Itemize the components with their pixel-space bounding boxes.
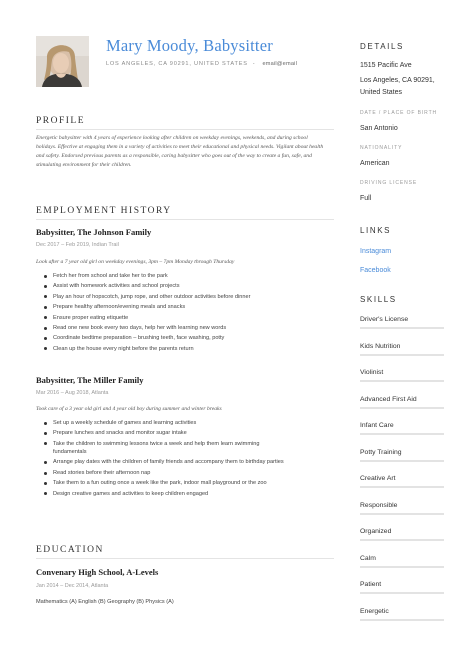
skill-item [360,449,444,462]
job-description: Look after a 7 year old girl on weekday evenings, 3pm – 7pm Monday through Thursday [36,259,235,265]
skill-bar [360,592,444,594]
skill-name: Creative Art [360,475,396,482]
license-value: Full [360,195,372,202]
skill-item [360,528,444,541]
job-bullets [44,272,329,355]
list-item: Ensure proper eating etiquette [44,314,329,322]
job-meta: Mar 2016 – Aug 2018, Atlanta [36,390,109,396]
skill-bar [360,407,444,409]
list-item: Coordinate bedtime preparation – brushing teeth, face washing, potty [44,334,329,342]
links-heading: LINKS [360,226,392,235]
list-item: Design creative games and activities to keep children engaged [44,490,329,498]
list-item: Arrange play dates with the children of family friends and accompany them to birthday parties [44,458,309,466]
details-heading: DETAILS [360,42,404,51]
skill-name: Patient [360,581,382,588]
job-title: Babysitter, The Johnson Family [36,227,152,237]
list-item: Assist with homework activities and school projects [44,282,329,290]
skill-item [360,316,444,329]
skill-item [360,369,444,382]
skill-name: Responsible [360,502,398,509]
skill-bar [360,486,444,488]
list-item: Play an hour of hopscotch, jump rope, and other outdoor activities before dinner [44,293,329,301]
profile-divider [36,129,334,130]
email-link[interactable]: email@email [262,61,298,67]
skill-bar [360,513,444,515]
skill-name: Calm [360,555,376,562]
skill-bar [360,433,444,435]
address-line-2: Los Angeles, CA 90291, United States [360,77,435,96]
skill-item [360,475,444,488]
list-item: Read one new book every two days, help her with learning new words [44,324,329,332]
skill-item [360,581,444,594]
job-meta: Dec 2017 – Feb 2019, Indian Trail [36,242,119,248]
contact-line [106,61,297,67]
skill-name: Organized [360,528,392,535]
skill-name: Driver's License [360,316,409,323]
list-item: Read stories before their afternoon nap [44,469,329,477]
education-title: Convenary High School, A-Levels [36,567,159,577]
skill-item [360,422,444,435]
skill-name: Potty Training [360,449,402,456]
skill-item [360,608,444,621]
birth-value: San Antonio [360,125,398,132]
skill-bar [360,539,444,541]
skill-item [360,396,444,409]
candidate-name: Mary Moody, Babysitter [106,36,273,55]
skill-name: Infant Care [360,422,394,429]
skill-bar [360,327,444,329]
list-item: Take the children to swimming lessons twice a week and help them learn swimming fundamentals [44,440,294,457]
job-description: Took care of a 3 year old girl and 4 year old boy during summer and winter breaks [36,406,222,412]
skill-bar [360,460,444,462]
education-meta: Jan 2014 – Dec 2014, Atlanta [36,583,109,589]
separator: - [252,61,256,67]
profile-text: Energetic babysitter with 4 years of experience looking after children on weekday evenings, weekends, and during school holidays. Effective at engaging them in a variety of activities to meet their educational and physical needs. Vigilant about health and safety. Endorsed previous parents as a responsible, caring babysitter who goes out of the way to create a fun, safe, and stimulating environment for their children. [36,135,324,168]
license-label: DRIVING LICENSE [360,180,418,186]
job-title: Babysitter, The Miller Family [36,375,144,385]
list-item: Take them to a fun outing once a week like the park, indoor mall playground or the zoo [44,479,329,487]
skill-bar [360,566,444,568]
skill-item [360,555,444,568]
list-item: Prepare lunches and snacks and monitor sugar intake [44,429,329,437]
list-item: Fetch her from school and take her to the park [44,272,329,280]
nationality-label: NATIONALITY [360,145,403,151]
skill-name: Advanced First Aid [360,396,417,403]
profile-photo [36,36,89,87]
employment-heading: EMPLOYMENT HISTORY [36,206,172,216]
birth-label: DATE / PLACE OF BIRTH [360,110,438,116]
skills-heading: SKILLS [360,295,397,304]
skill-name: Violinist [360,369,384,376]
skill-bar [360,354,444,356]
education-divider [36,558,334,559]
skill-bar [360,380,444,382]
skill-item [360,343,444,356]
skill-bar [360,619,444,621]
education-heading: EDUCATION [36,545,104,555]
skill-name: Kids Nutrition [360,343,401,350]
education-subjects: Mathematics (A) English (B) Geography (B) Physics (A) [36,599,174,605]
list-item: Prepare healthy afternoon/evening meals and snacks [44,303,329,311]
skill-item [360,502,444,515]
employment-divider [36,219,334,220]
address-line-1: 1515 Pacific Ave [360,62,412,69]
instagram-link[interactable]: Instagram [360,248,392,255]
skill-name: Energetic [360,608,389,615]
list-item: Set up a weekly schedule of games and learning activities [44,419,329,427]
nationality-value: American [360,160,390,167]
list-item: Clean up the house every night before the parents return [44,345,329,353]
job-bullets [44,419,329,500]
location-text: LOS ANGELES, CA 90291, UNITED STATES [106,61,248,67]
profile-heading: PROFILE [36,116,86,126]
facebook-link[interactable]: Facebook [360,267,391,274]
